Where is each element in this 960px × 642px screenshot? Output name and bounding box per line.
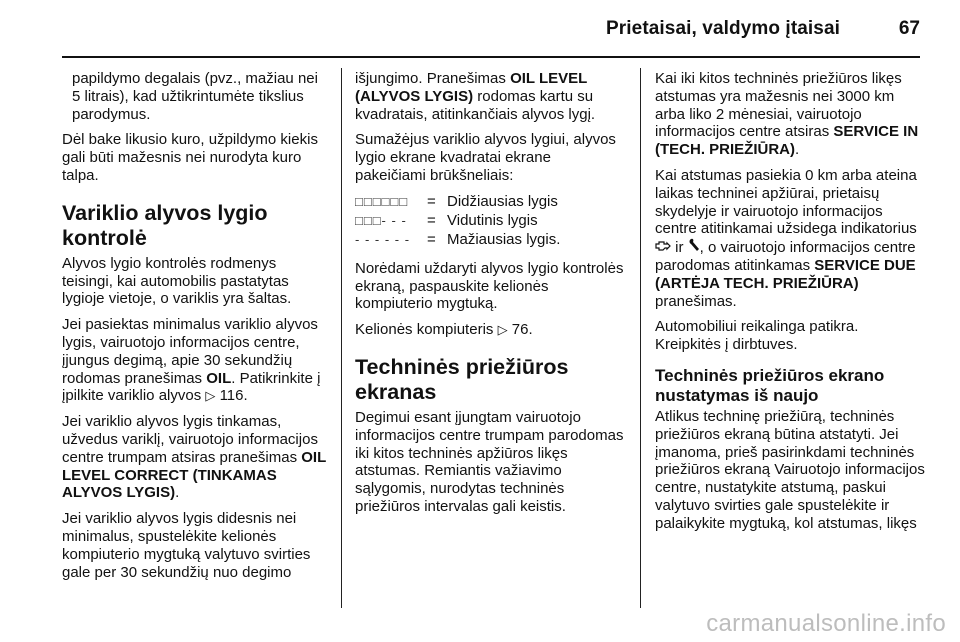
paragraph: Alyvos lygio kontrolės rodmenys teisingi, kai automobilis pastatytas lygioje vietoje, o variklis yra šaltas. (62, 254, 292, 308)
paragraph: Degimui esant įjungtam vairuotojo informacijos centre trumpam parodomas iki kitos techninės apžiūros likęs atstumas. Remiantis važiavimo sąlygomis, nurodytas techninės priežiūros intervalas gali keistis. (355, 408, 624, 515)
wrench-icon (688, 238, 700, 257)
paragraph: Kelionės kompiuteris ▷ 76. (355, 321, 533, 339)
paragraph: Atlikus techninę priežiūrą, techninės priežiūros ekraną būtina atstatyti. Jei įmanoma, prieš pasirinkdami techninės priežiūros ekraną Vairuotojo informacijos centre, nustatykite atstumą, paskui valytuvo svirties gale spustelėkite ir palaikykite mygtuką, kol atstumas, likęs (655, 407, 925, 532)
column-2 (355, 70, 625, 524)
level-label: Mažiausias lygis. (447, 231, 561, 249)
level-symbol: - - - - - - (355, 232, 411, 248)
header-divider (62, 56, 920, 58)
list-item: - - - - - - = Mažiausias lygis. (355, 231, 561, 249)
section-heading-service-display: Techninės priežiūros ekranas (355, 354, 569, 404)
list-item: □□□- - - = Vidutinis lygis (355, 212, 538, 230)
page-header (0, 0, 960, 62)
page-number: 67 (898, 18, 920, 39)
section-heading-oil-level: Variklio alyvos lygio kontrolė (62, 200, 268, 250)
paragraph: išjungimo. Pranešimas OIL LEVEL (ALYVOS LYGIS) rodomas kartu su kvadratais, atitinkančiais alyvos lygį. (355, 70, 596, 123)
page-reference-link[interactable]: 116 (219, 387, 244, 405)
list-item: □□□□□□ = Didžiausias lygis (355, 193, 558, 211)
paragraph: Norėdami uždaryti alyvos lygio kontrolės ekraną, paspauskite kelionės kompiuterio mygtuką. (355, 259, 624, 313)
paragraph: Jei variklio alyvos lygis didesnis nei minimalus, spustelėkite kelionės kompiuterio mygtuką valytuvo svirties gale per 30 sekundžių nuo degimo (62, 510, 311, 581)
paragraph: Jei pasiektas minimalus variklio alyvos lygis, vairuotojo informacijos centre, įjungus degimą, apie 30 sekundžių rodomas pranešimas OIL. Patikrinkite į įpilkite variklio alyvos ▷ 116. (62, 316, 321, 405)
column-3 (655, 70, 925, 541)
paragraph: Automobiliui reikalinga patikra. Kreipkitės į dirbtuves. (655, 318, 859, 354)
paragraph: Kai atstumas pasiekia 0 km arba ateina laikas techninei apžiūrai, prietaisų skydelyje ir vairuotojo informacijos centre atitinkamai užsidega indikatorius ir , o vairuotojo informacijos centre parodomas atitinkamas SERVICE DUE (ARTĖJA TECH. PRIEŽIŪRA) pranešimas. (655, 166, 917, 310)
level-label: Vidutinis lygis (447, 212, 538, 230)
watermark: carmanualsonline.info (706, 610, 946, 637)
oil-level-list (355, 193, 625, 250)
column-divider-1 (341, 68, 342, 608)
reference-arrow-icon: ▷ (497, 322, 508, 338)
paragraph: Sumažėjus variklio alyvos lygiui, alyvos lygio ekrane kvadratai ekrane pakeičiami brūkšneliais: (355, 131, 616, 184)
column-divider-2 (640, 68, 641, 608)
level-label: Didžiausias lygis (447, 193, 558, 211)
level-symbol: □□□□□□ (355, 194, 409, 210)
paragraph: Jei variklio alyvos lygis tinkamas, užvedus variklį, vairuotojo informacijos centre trumpam atsiras pranešimas OIL LEVEL CORRECT (TINKAMAS ALYVOS LYGIS). (62, 413, 326, 502)
subsection-heading-reset: Techninės priežiūros ekrano nustatymas iš naujo (655, 365, 885, 405)
column-1 (62, 70, 330, 589)
page-title: Prietaisai, valdymo įtaisai (606, 18, 840, 39)
page-reference-link[interactable]: 76 (511, 321, 529, 339)
reference-arrow-icon: ▷ (205, 388, 216, 404)
paragraph: papildymo degalais (pvz., mažiau nei 5 litrais), kad užtikrintumėte tikslius parodymus. (72, 70, 318, 123)
paragraph: Dėl bake likusio kuro, užpildymo kiekis gali būti mažesnis nei nurodyta kuro talpa. (62, 131, 318, 184)
level-symbol: □□□- - - (355, 213, 407, 229)
engine-service-icon (655, 239, 671, 257)
paragraph: Kai iki kitos techninės priežiūros likęs atstumas yra mažesnis nei 3000 km arba liko 2 mėnesiai, vairuotojo informacijos centre atsiras SERVICE IN (TECH. PRIEŽIŪRA). (655, 70, 919, 159)
